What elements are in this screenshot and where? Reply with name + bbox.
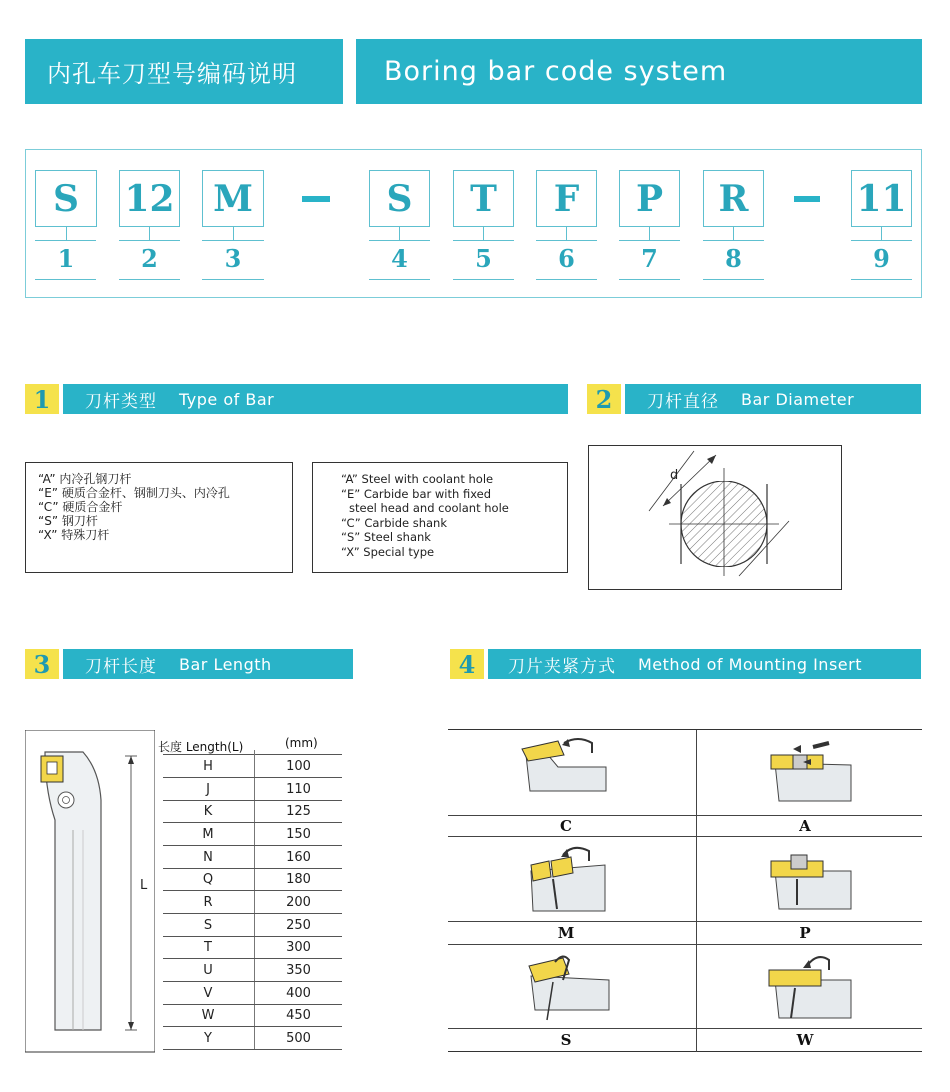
table-row (163, 846, 342, 869)
section-1-title-en: Type of Bar (179, 389, 275, 409)
length-mm: 110 (286, 782, 311, 797)
length-code: U (203, 963, 213, 978)
table-row (163, 959, 342, 982)
code-letter-6: F (536, 170, 597, 227)
title-en-banner (356, 39, 922, 104)
code-stem (649, 227, 650, 240)
boring-bar-drawing (25, 730, 155, 1055)
code-separator (794, 196, 820, 202)
mounting-s-drawing (523, 952, 623, 1024)
code-line (619, 240, 680, 241)
bar-type-en-item: “A” Steel with coolant hole (341, 472, 494, 486)
section-2-header (625, 384, 921, 414)
code-underline (851, 279, 912, 280)
code-stem (733, 227, 734, 240)
code-letter-1: S (35, 170, 97, 227)
code-letter-9: 11 (851, 170, 912, 227)
length-header-code: 长度 Length(L) (158, 740, 244, 754)
section-3-header (63, 649, 353, 679)
code-number-2: 2 (141, 244, 158, 273)
length-mm: 300 (286, 940, 311, 955)
length-code: T (204, 940, 212, 955)
mounting-c-drawing (518, 735, 618, 805)
mounting-table-line (448, 836, 922, 837)
code-underline (703, 279, 764, 280)
length-mm: 200 (286, 895, 311, 910)
length-mm: 450 (286, 1008, 311, 1023)
code-number-7: 7 (641, 244, 658, 273)
mounting-label-w: W (796, 1031, 814, 1049)
code-stem (399, 227, 400, 240)
code-letter-4: S (369, 170, 430, 227)
length-mm: 500 (286, 1031, 311, 1046)
table-row (163, 982, 342, 1005)
mounting-table-line (448, 1028, 922, 1029)
title-en: Boring bar code system (384, 56, 728, 87)
mounting-label-a: A (799, 817, 811, 835)
length-code: K (203, 804, 213, 819)
bar-type-cn-box (25, 462, 293, 573)
code-line (119, 240, 180, 241)
length-dim-label: L (140, 878, 148, 893)
code-underline (202, 279, 264, 280)
mounting-p-drawing (763, 843, 873, 915)
length-code: Y (204, 1031, 212, 1046)
length-code: R (203, 895, 213, 910)
table-row (163, 778, 342, 801)
bar-type-en-item: “C” Carbide shank (341, 515, 448, 530)
length-code: J (206, 782, 210, 797)
length-code: V (203, 986, 213, 1001)
bar-type-en-item: “E” Carbide bar with fixed (341, 486, 492, 501)
section-1-header (63, 384, 568, 414)
mounting-a-drawing (763, 735, 873, 805)
length-code: H (203, 759, 213, 774)
diameter-label: d (670, 468, 679, 483)
mounting-label-m: M (557, 924, 575, 942)
title-cn-banner (25, 39, 343, 104)
table-row (163, 1027, 342, 1050)
bar-type-en-box (312, 462, 568, 573)
table-row (163, 936, 342, 959)
mounting-m-drawing (523, 843, 623, 915)
code-line (369, 240, 430, 241)
mounting-table-divider (696, 730, 697, 1052)
section-4-number: 4 (450, 649, 484, 679)
length-mm: 125 (286, 804, 311, 819)
table-row (163, 868, 342, 891)
bar-type-cn-item: “C” 硬质合金杆 (38, 500, 123, 514)
table-row (163, 914, 342, 937)
bar-type-en-item: “S” Steel shank (341, 530, 431, 545)
bar-type-cn-item: “S” 钢刀杆 (38, 514, 98, 528)
code-underline (119, 279, 180, 280)
code-number-4: 4 (391, 244, 408, 273)
code-underline (35, 279, 96, 280)
code-underline (453, 279, 514, 280)
section-2-number: 2 (587, 384, 621, 414)
code-underline (536, 279, 597, 280)
section-3-number: 3 (25, 649, 59, 679)
code-stem (149, 227, 150, 240)
section-3-title-cn: 刀杆长度 (85, 656, 157, 677)
table-row (163, 800, 342, 823)
code-number-9: 9 (873, 244, 890, 273)
bar-type-en-item: steel head and coolant hole (349, 501, 509, 516)
table-row (163, 755, 342, 778)
section-1-number: 1 (25, 384, 59, 414)
mounting-method-table (448, 729, 922, 1052)
bar-type-en-item: “X” Special type (341, 544, 435, 559)
mounting-label-p: P (799, 924, 811, 942)
code-line (35, 240, 96, 241)
code-stem (566, 227, 567, 240)
section-1-title-cn: 刀杆类型 (85, 391, 157, 412)
length-mm: 160 (286, 850, 311, 865)
bar-type-cn-item: “A” 内冷孔钢刀杆 (38, 472, 132, 486)
code-number-8: 8 (725, 244, 742, 273)
code-letter-2: 12 (119, 170, 180, 227)
mounting-table-line (448, 815, 922, 816)
code-underline (369, 279, 430, 280)
mounting-label-c: C (560, 817, 572, 835)
code-number-3: 3 (224, 244, 242, 273)
title-cn: 内孔车刀型号编码说明 (47, 60, 297, 88)
code-separator (302, 196, 330, 202)
table-row (163, 1004, 342, 1027)
code-stem (483, 227, 484, 240)
bar-type-cn-item: “X” 特殊刀杆 (38, 528, 110, 542)
length-code: Q (202, 872, 214, 887)
code-line (453, 240, 514, 241)
length-mm: 250 (286, 918, 311, 933)
code-line (703, 240, 764, 241)
length-mm: 150 (286, 827, 311, 842)
code-stem (233, 227, 234, 240)
code-line (536, 240, 597, 241)
section-2-title-en: Bar Diameter (741, 389, 855, 409)
code-line (202, 240, 264, 241)
length-code: N (203, 850, 213, 865)
bar-type-cn-item: “E” 硬质合金杆、钢制刀头、内冷孔 (38, 486, 230, 500)
code-letter-3: M (202, 170, 264, 227)
code-letter-5: T (453, 170, 514, 227)
mounting-label-s: S (560, 1031, 572, 1049)
length-mm: 400 (286, 986, 311, 1001)
length-code: S (203, 918, 213, 933)
mounting-table-line (448, 944, 922, 945)
code-letter-8: R (703, 170, 764, 227)
length-code: W (201, 1008, 215, 1023)
section-3-title-en: Bar Length (179, 654, 272, 674)
code-stem (881, 227, 882, 240)
code-line (851, 240, 912, 241)
table-row (163, 823, 342, 846)
length-header-unit: (mm) (285, 736, 318, 750)
code-number-6: 6 (558, 244, 575, 273)
length-mm: 100 (286, 759, 311, 774)
mounting-w-drawing (763, 952, 873, 1024)
code-number-5: 5 (475, 244, 492, 273)
code-number-1: 1 (57, 244, 75, 273)
bar-diameter-drawing (589, 446, 843, 591)
bar-diameter-figure (588, 445, 842, 590)
section-4-title-en: Method of Mounting Insert (638, 654, 862, 674)
table-row (163, 891, 342, 914)
mounting-table-line (448, 921, 922, 922)
section-2-title-cn: 刀杆直径 (647, 391, 719, 412)
code-letter-7: P (619, 170, 680, 227)
length-mm: 350 (286, 963, 311, 978)
length-code: M (202, 827, 214, 842)
section-4-header (488, 649, 921, 679)
code-stem (66, 227, 67, 240)
length-mm: 180 (286, 872, 311, 887)
section-4-title-cn: 刀片夹紧方式 (508, 656, 616, 677)
code-underline (619, 279, 680, 280)
